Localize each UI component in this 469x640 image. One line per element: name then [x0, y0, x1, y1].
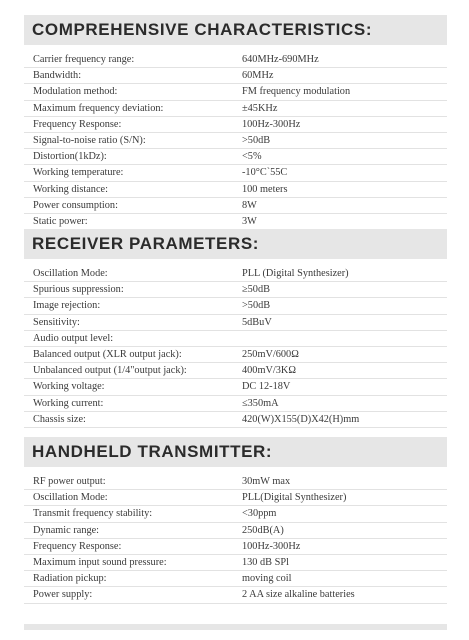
- section-header: [24, 15, 447, 45]
- section-title: COMPREHENSIVE CHARACTERISTICS:: [32, 20, 373, 39]
- spec-label: Distortion(1kDz):: [33, 151, 107, 163]
- spec-label: Working distance:: [33, 183, 108, 195]
- spec-row: [24, 198, 447, 214]
- spec-value: ±45KHz: [242, 102, 278, 114]
- spec-value: <30ppm: [242, 508, 277, 520]
- spec-row: [24, 282, 447, 298]
- spec-row: [24, 149, 447, 165]
- spec-row: [24, 539, 447, 555]
- spec-value: 400mV/3KΩ: [242, 365, 296, 377]
- spec-value: 100 meters: [242, 183, 288, 195]
- spec-label: Oscillation Mode:: [33, 268, 108, 280]
- spec-label: Frequency Response:: [33, 540, 122, 552]
- spec-label: Static power:: [33, 215, 88, 227]
- spec-value: 30mW max: [242, 476, 291, 488]
- spec-label: Maximum frequency deviation:: [33, 102, 164, 114]
- spec-label: Image rejection:: [33, 300, 101, 312]
- spec-value: ≤350mA: [242, 397, 279, 409]
- spec-value: -10°C`55C: [242, 167, 288, 179]
- spec-table: [24, 266, 447, 428]
- spec-row: [24, 506, 447, 522]
- section-title: HANDHELD TRANSMITTER:: [32, 442, 273, 461]
- spec-row: [24, 363, 447, 379]
- section-header: [24, 437, 447, 467]
- spec-label: Sensitivity:: [33, 316, 80, 328]
- spec-row: [24, 490, 447, 506]
- spec-label: Working current:: [33, 397, 104, 409]
- spec-row: [24, 68, 447, 84]
- comprehensive-characteristics-section: [24, 15, 447, 230]
- spec-value: ≥50dB: [242, 284, 270, 296]
- footer-divider: [24, 624, 447, 630]
- spec-row: [24, 101, 447, 117]
- spec-label: Working temperature:: [33, 167, 124, 179]
- spec-value: 100Hz-300Hz: [242, 118, 301, 130]
- section-title: RECEIVER PARAMETERS:: [32, 234, 260, 253]
- receiver-parameters-section: [24, 229, 447, 428]
- spec-table: [24, 52, 447, 230]
- spec-label: Frequency Response:: [33, 118, 122, 130]
- spec-value: 60MHz: [242, 70, 274, 82]
- spec-table: [24, 474, 447, 604]
- spec-label: Dynamic range:: [33, 524, 100, 536]
- spec-value: >50dB: [242, 300, 271, 312]
- spec-row: [24, 523, 447, 539]
- spec-label: Audio output level:: [33, 332, 114, 344]
- spec-row: [24, 396, 447, 412]
- spec-row: [24, 571, 447, 587]
- spec-label: Carrier frequency range:: [33, 54, 135, 66]
- spec-label: RF power output:: [33, 476, 106, 488]
- spec-row: [24, 474, 447, 490]
- spec-label: Balanced output (XLR output jack):: [33, 349, 182, 361]
- spec-value: moving coil: [242, 573, 292, 585]
- spec-value: 2 AA size alkaline batteries: [242, 589, 355, 601]
- spec-value: <5%: [242, 151, 262, 163]
- spec-row: [24, 379, 447, 395]
- spec-label: Chassis size:: [33, 413, 86, 425]
- spec-label: Radiation pickup:: [33, 573, 107, 585]
- spec-row: [24, 214, 447, 230]
- spec-label: Modulation method:: [33, 86, 118, 98]
- spec-value: PLL (Digital Synthesizer): [242, 268, 349, 280]
- spec-row: [24, 165, 447, 181]
- spec-value: >50dB: [242, 135, 271, 147]
- spec-value: 100Hz-300Hz: [242, 540, 301, 552]
- spec-value: DC 12-18V: [242, 381, 291, 393]
- spec-row: [24, 133, 447, 149]
- spec-row: [24, 182, 447, 198]
- handheld-transmitter-section: [24, 437, 447, 604]
- spec-label: Transmit frequency stability:: [33, 508, 153, 520]
- spec-value: 8W: [242, 199, 257, 211]
- spec-label: Power supply:: [33, 589, 93, 601]
- spec-label: Working voltage:: [33, 381, 105, 393]
- spec-label: Unbalanced output (1/4"output jack):: [33, 365, 187, 377]
- spec-label: Oscillation Mode:: [33, 492, 108, 504]
- spec-row: [24, 331, 447, 347]
- spec-value: 640MHz-690MHz: [242, 54, 319, 66]
- spec-row: [24, 117, 447, 133]
- spec-value: 130 dB SPl: [242, 557, 289, 569]
- spec-value: 420(W)X155(D)X42(H)mm: [242, 413, 360, 425]
- spec-value: 3W: [242, 215, 257, 227]
- spec-label: Power consumption:: [33, 199, 118, 211]
- spec-value: FM frequency modulation: [242, 86, 351, 98]
- spec-value: 250mV/600Ω: [242, 349, 299, 361]
- spec-value: 5dBuV: [242, 316, 272, 328]
- spec-value: 250dB(A): [242, 524, 284, 536]
- spec-label: Maximum input sound pressure:: [33, 557, 167, 569]
- spec-label: Signal-to-noise ratio (S/N):: [33, 135, 146, 147]
- spec-row: [24, 587, 447, 603]
- spec-row: [24, 347, 447, 363]
- spec-value: PLL(Digital Synthesizer): [242, 492, 347, 504]
- spec-row: [24, 315, 447, 331]
- spec-row: [24, 52, 447, 68]
- section-header: [24, 229, 447, 259]
- spec-row: [24, 84, 447, 100]
- spec-row: [24, 412, 447, 428]
- spec-row: [24, 298, 447, 314]
- spec-label: Spurious suppression:: [33, 284, 124, 296]
- spec-row: [24, 266, 447, 282]
- spec-label: Bandwidth:: [33, 70, 82, 82]
- spec-row: [24, 555, 447, 571]
